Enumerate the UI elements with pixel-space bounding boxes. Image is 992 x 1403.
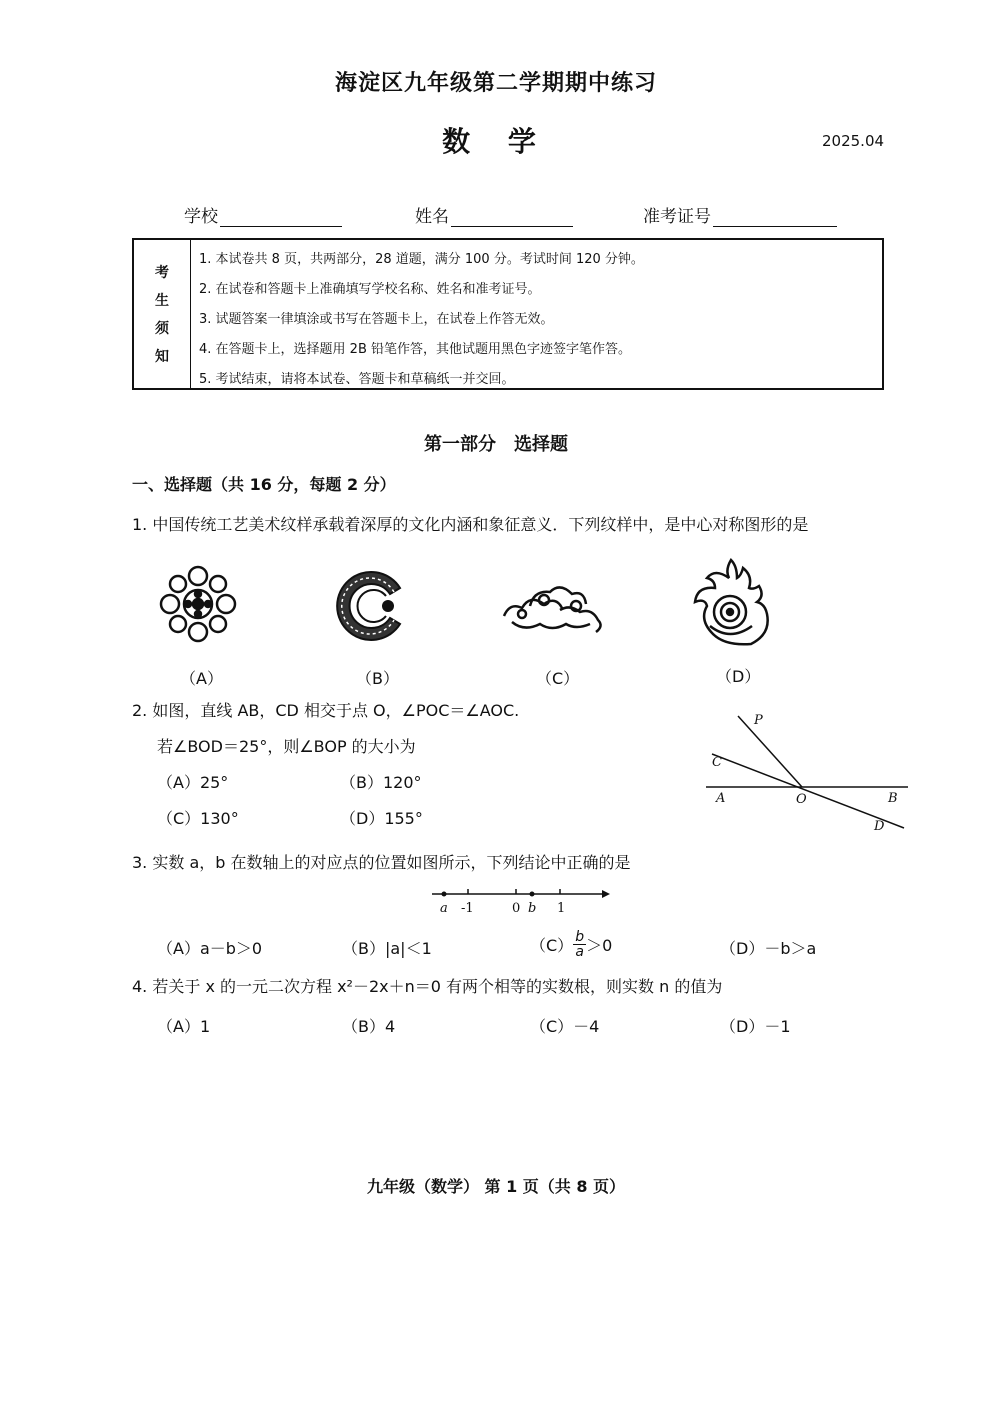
line-cd — [712, 754, 904, 828]
pattern-b-disc-icon — [334, 566, 414, 646]
axis-label-b: b — [528, 901, 537, 916]
label-a: A — [716, 791, 726, 806]
q4-option-b[interactable]: （B）4 — [342, 1017, 396, 1036]
notice-head-char: 须 — [155, 321, 169, 337]
pattern-a-flower-icon — [152, 564, 244, 644]
name-blank[interactable] — [451, 208, 573, 227]
pattern-d-flame-icon — [690, 556, 772, 648]
label-b: B — [888, 791, 898, 806]
axis-label-a: a — [440, 901, 448, 916]
q1-option-d[interactable]: （D） — [716, 667, 761, 686]
subject-title: 数 学 — [442, 125, 550, 158]
q1-stem: 1. 中国传统工艺美术纹样承载着深厚的文化内涵和象征意义．下列纹样中，是中心对称图形的是 — [132, 515, 809, 534]
fraction-denominator: a — [575, 944, 584, 960]
q3-option-c-suffix: ＞0 — [586, 936, 613, 955]
part-title: 第一部分 选择题 — [424, 434, 568, 455]
exam-title: 海淀区九年级第二学期期中练习 — [334, 70, 657, 96]
school-field[interactable] — [184, 202, 342, 227]
label-c: C — [712, 755, 722, 770]
q4-stem: 4. 若关于 x 的一元二次方程 x²－2x＋n＝0 有两个相等的实数根，则实数 n 的值为 — [132, 977, 723, 996]
name-label: 姓名 — [415, 207, 449, 227]
fraction-numerator: b — [575, 929, 585, 945]
q3-option-a[interactable]: （A）a－b＞0 — [157, 939, 263, 958]
candidate-notice-box — [132, 238, 884, 390]
q3-option-c[interactable] — [530, 930, 612, 959]
label-p: P — [754, 713, 763, 728]
exam-date: 2025.04 — [822, 132, 885, 150]
axis-label-neg1: -1 — [461, 901, 474, 916]
q4-option-c[interactable]: （C）－4 — [530, 1017, 600, 1036]
school-label: 学校 — [184, 207, 218, 227]
page-footer: 九年级（数学） 第 1 页（共 8 页） — [366, 1177, 626, 1196]
notice-heading — [134, 240, 191, 388]
q3-option-d[interactable]: （D）－b＞a — [720, 939, 817, 958]
label-o: O — [796, 792, 807, 807]
q3-option-b[interactable]: （B）|a|＜1 — [342, 939, 432, 958]
axis-label-0: 0 — [512, 901, 521, 916]
pattern-c-cloud-icon — [500, 580, 608, 636]
q2-intersecting-lines-figure — [700, 710, 912, 838]
notice-head-char: 考 — [155, 265, 169, 281]
q2-option-b[interactable]: （B）120° — [340, 773, 422, 792]
notice-item: 1. 本试卷共 8 页，共两部分，28 道题，满分 100 分。考试时间 120 分钟。 — [199, 252, 644, 267]
name-field[interactable] — [415, 202, 573, 227]
q2-stem-line2: 若∠BOD＝25°，则∠BOP 的大小为 — [157, 737, 416, 756]
q4-option-a[interactable]: （A）1 — [157, 1017, 211, 1036]
q2-option-c[interactable]: （C）130° — [157, 809, 239, 828]
section-title: 一、选择题（共 16 分，每题 2 分） — [132, 475, 396, 494]
notice-item: 2. 在试卷和答题卡上准确填写学校名称、姓名和准考证号。 — [199, 282, 541, 297]
notice-item: 4. 在答题卡上，选择题用 2B 铅笔作答，其他试题用黑色字迹签字笔作答。 — [199, 342, 631, 357]
notice-head-char: 知 — [155, 349, 169, 365]
q3-option-c-prefix: （C） — [530, 936, 574, 955]
exam-no-field[interactable] — [643, 202, 837, 227]
q4-option-d[interactable]: （D）－1 — [720, 1017, 791, 1036]
exam-no-label: 准考证号 — [643, 207, 711, 227]
notice-head-char: 生 — [155, 293, 169, 309]
q1-option-c[interactable]: （C） — [536, 669, 580, 688]
axis-label-1: 1 — [557, 901, 566, 916]
q1-option-a[interactable]: （A） — [180, 669, 223, 688]
exam-no-blank[interactable] — [713, 208, 837, 227]
notice-item: 5. 考试结束，请将本试卷、答题卡和草稿纸一并交回。 — [199, 372, 515, 387]
q3-stem: 3. 实数 a，b 在数轴上的对应点的位置如图所示，下列结论中正确的是 — [132, 853, 631, 872]
q2-stem-line1: 2. 如图，直线 AB，CD 相交于点 O，∠POC＝∠AOC. — [132, 701, 520, 720]
q1-option-b[interactable]: （B） — [356, 669, 399, 688]
q3-option-c-fraction — [573, 930, 586, 959]
notice-list — [191, 240, 882, 388]
q2-option-d[interactable]: （D）155° — [340, 809, 423, 828]
label-d: D — [874, 819, 885, 834]
q2-option-a[interactable]: （A）25° — [157, 773, 229, 792]
q3-number-line — [428, 882, 612, 916]
notice-item: 3. 试题答案一律填涂或书写在答题卡上，在试卷上作答无效。 — [199, 312, 554, 327]
school-blank[interactable] — [220, 208, 342, 227]
